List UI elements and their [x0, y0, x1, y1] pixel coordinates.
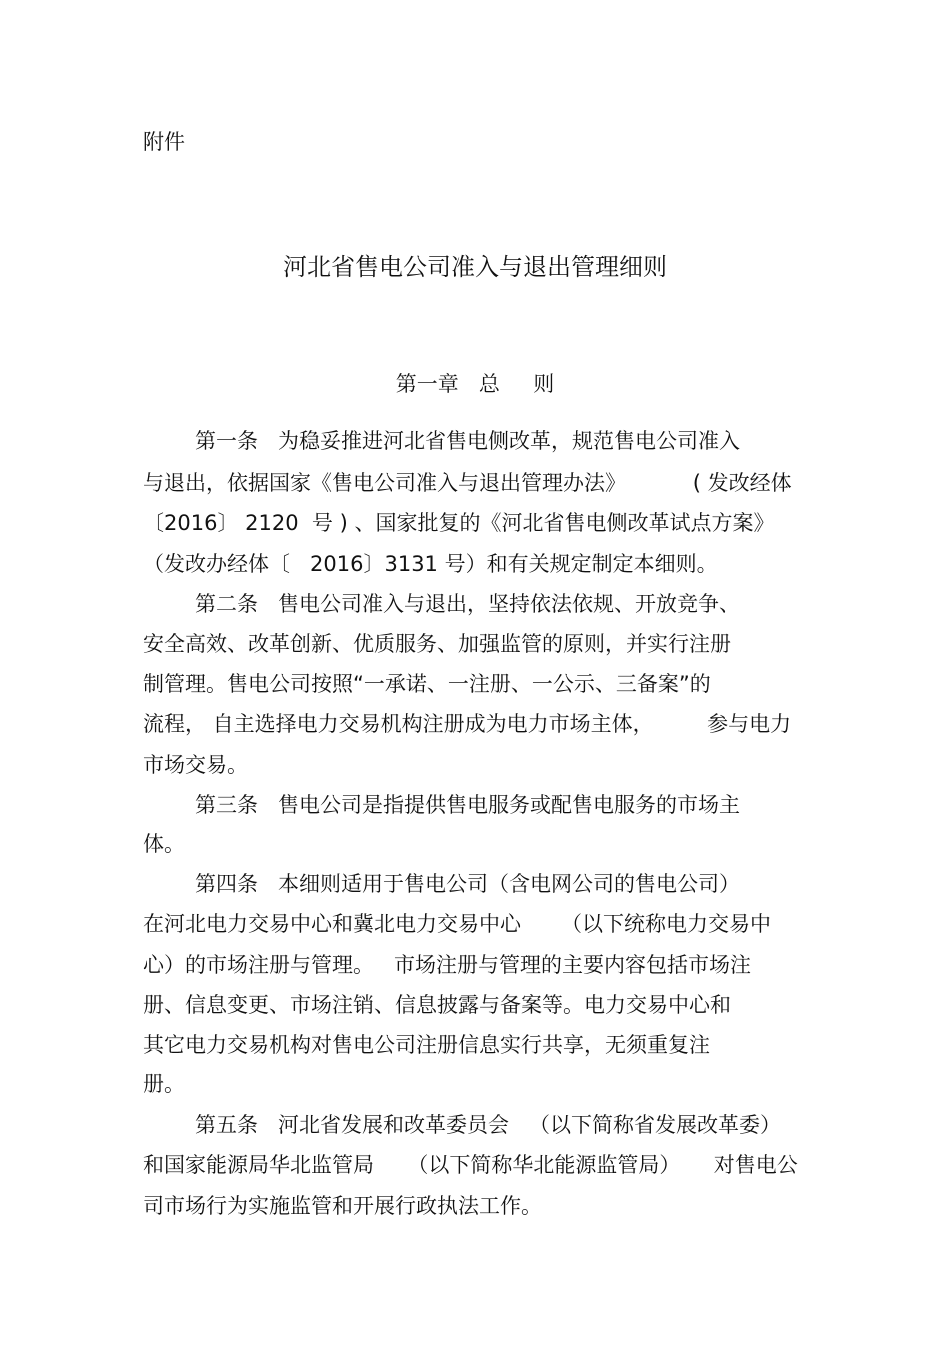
paragraph-line: 〔2016〕 2120 号 ) 、国家批复的《河北省售电侧改革试点方案》 — [143, 511, 775, 535]
chapter-heading: 第一章 总 则 — [395, 372, 555, 396]
paragraph-line: 安全高效、改革创新、优质服务、加强监管的原则，并实行注册 — [143, 632, 731, 656]
paragraph-line: 制管理。售电公司按照“一承诺、一注册、一公示、三备案”的 — [143, 672, 711, 696]
paragraph-line: 市场交易。 — [143, 753, 248, 777]
paragraph-line: 第二条 售电公司准入与退出，坚持依法依规、开放竞争、 — [195, 592, 741, 616]
paragraph-line: 体。 — [143, 832, 185, 856]
paragraph-line: （发改办经体〔 2016〕3131 号）和有关规定制定本细则。 — [143, 552, 718, 576]
paragraph-line: 册。 — [143, 1072, 185, 1096]
attachment-label: 附件 — [143, 130, 185, 154]
paragraph-line: 第三条 售电公司是指提供售电服务或配售电服务的市场主 — [195, 793, 741, 817]
paragraph-line: 司市场行为实施监管和开展行政执法工作。 — [143, 1194, 542, 1218]
paragraph-line: 第四条 本细则适用于售电公司（含电网公司的售电公司） — [195, 872, 741, 896]
document-title: 河北省售电公司准入与退出管理细则 — [283, 253, 667, 281]
paragraph-line: 第五条 河北省发展和改革委员会 （以下简称省发展改革委） — [195, 1113, 782, 1137]
paragraph-line: 与退出，依据国家《售电公司准入与退出管理办法》 ( 发改经体 — [143, 471, 792, 495]
paragraph-line: 在河北电力交易中心和冀北电力交易中心 （以下统称电力交易中 — [143, 912, 772, 936]
paragraph-line: 册、信息变更、市场注销、信息披露与备案等。电力交易中心和 — [143, 993, 731, 1017]
paragraph-line: 其它电力交易机构对售电公司注册信息实行共享，无须重复注 — [143, 1033, 710, 1057]
paragraph-line: 第一条 为稳妥推进河北省售电侧改革，规范售电公司准入 — [195, 429, 741, 453]
paragraph-line: 流程， 自主选择电力交易机构注册成为电力市场主体， 参与电力 — [143, 712, 792, 736]
paragraph-line: 和国家能源局华北监管局 （以下简称华北能源监管局） 对售电公 — [143, 1153, 798, 1177]
paragraph-line: 心）的市场注册与管理。 市场注册与管理的主要内容包括市场注 — [143, 953, 752, 977]
